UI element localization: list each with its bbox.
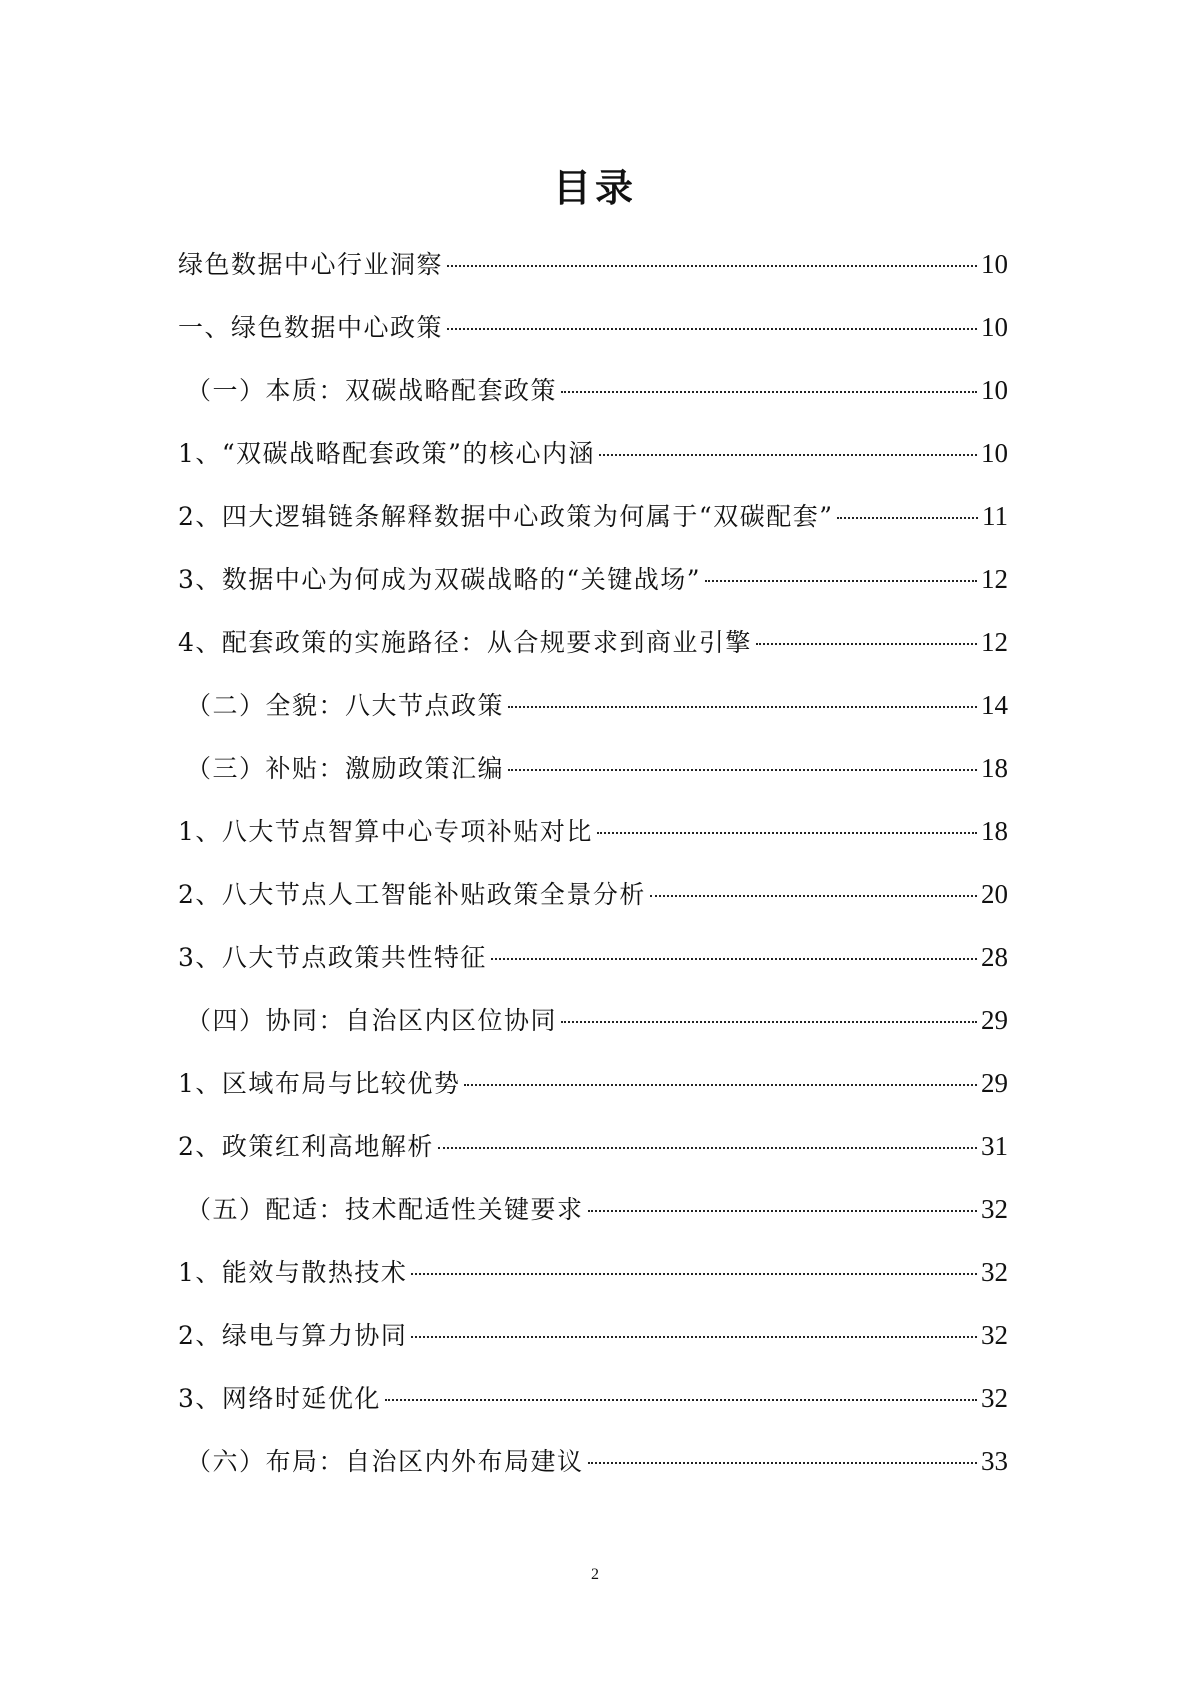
toc-entry[interactable]	[178, 622, 1008, 685]
toc-entry[interactable]	[178, 1000, 1008, 1063]
toc-entry-page: 33	[981, 1446, 1008, 1476]
toc-entry-page: 18	[981, 816, 1008, 846]
toc-entry[interactable]	[178, 1315, 1008, 1378]
toc-entry[interactable]	[178, 1126, 1008, 1189]
toc-entry[interactable]	[178, 811, 1008, 874]
dot-leader	[508, 706, 977, 708]
dot-leader	[599, 454, 977, 456]
toc-entry-label: （二）全貌：八大节点政策	[186, 691, 505, 720]
dot-leader	[597, 832, 977, 834]
toc-entry-label: 绿色数据中心行业洞察	[178, 250, 444, 279]
table-of-contents	[178, 244, 1008, 1504]
toc-entry[interactable]	[178, 1189, 1008, 1252]
toc-entry-label: 2、八大节点人工智能补贴政策全景分析	[178, 880, 646, 909]
toc-entry-label: （三）补贴：激励政策汇编	[186, 754, 505, 783]
toc-entry[interactable]	[178, 937, 1008, 1000]
toc-entry-page: 28	[981, 942, 1008, 972]
dot-leader	[411, 1336, 977, 1338]
toc-entry[interactable]	[178, 433, 1008, 496]
dot-leader	[561, 1021, 977, 1023]
dot-leader	[756, 643, 977, 645]
toc-entry-page: 12	[981, 627, 1008, 657]
dot-leader	[464, 1084, 977, 1086]
dot-leader	[438, 1147, 977, 1149]
dot-leader	[491, 958, 977, 960]
dot-leader	[411, 1273, 977, 1275]
toc-entry-page: 12	[981, 564, 1008, 594]
toc-entry-label: 3、网络时延优化	[178, 1384, 381, 1413]
toc-entry-label: （六）布局：自治区内外布局建议	[186, 1447, 584, 1476]
toc-entry-label: 2、绿电与算力协同	[178, 1321, 408, 1350]
toc-entry[interactable]	[178, 1252, 1008, 1315]
toc-entry[interactable]	[178, 559, 1008, 622]
dot-leader	[385, 1399, 977, 1401]
toc-entry-page: 20	[981, 879, 1008, 909]
toc-entry-label: 1、“双碳战略配套政策”的核心内涵	[178, 439, 595, 468]
dot-leader	[650, 895, 977, 897]
toc-entry-label: 1、区域布局与比较优势	[178, 1069, 461, 1098]
toc-entry-page: 10	[981, 312, 1008, 342]
dot-leader	[588, 1210, 977, 1212]
toc-entry-page: 10	[981, 375, 1008, 405]
toc-entry-page: 31	[981, 1131, 1008, 1161]
toc-entry-label: 4、配套政策的实施路径：从合规要求到商业引擎	[178, 628, 752, 657]
toc-title: 目录	[552, 165, 637, 210]
toc-entry[interactable]	[178, 685, 1008, 748]
page-number: 2	[591, 1566, 599, 1583]
toc-entry[interactable]	[178, 874, 1008, 937]
toc-entry[interactable]	[178, 244, 1008, 307]
toc-entry[interactable]	[178, 748, 1008, 811]
dot-leader	[447, 265, 977, 267]
toc-entry[interactable]	[178, 1063, 1008, 1126]
dot-leader	[705, 580, 977, 582]
toc-entry-page: 14	[981, 690, 1008, 720]
toc-entry-label: （一）本质：双碳战略配套政策	[186, 376, 558, 405]
toc-entry-label: （五）配适：技术配适性关键要求	[186, 1195, 584, 1224]
toc-entry-page: 29	[981, 1068, 1008, 1098]
toc-entry[interactable]	[178, 307, 1008, 370]
dot-leader	[447, 328, 977, 330]
toc-entry[interactable]	[178, 1378, 1008, 1441]
toc-entry-label: 3、数据中心为何成为双碳战略的“关键战场”	[178, 565, 701, 594]
toc-entry-page: 32	[981, 1194, 1008, 1224]
toc-entry[interactable]	[178, 370, 1008, 433]
toc-entry-label: 1、能效与散热技术	[178, 1258, 408, 1287]
toc-entry-page: 11	[982, 501, 1008, 531]
dot-leader	[561, 391, 977, 393]
toc-entry[interactable]	[178, 496, 1008, 559]
toc-entry[interactable]	[178, 1441, 1008, 1504]
toc-entry-label: 2、四大逻辑链条解释数据中心政策为何属于“双碳配套”	[178, 502, 834, 531]
toc-entry-page: 10	[981, 438, 1008, 468]
toc-entry-page: 32	[981, 1383, 1008, 1413]
toc-entry-page: 32	[981, 1257, 1008, 1287]
toc-entry-label: 一、绿色数据中心政策	[178, 313, 444, 342]
toc-entry-label: 3、八大节点政策共性特征	[178, 943, 487, 972]
toc-entry-label: （四）协同：自治区内区位协同	[186, 1006, 558, 1035]
toc-entry-page: 10	[981, 249, 1008, 279]
dot-leader	[837, 517, 978, 519]
dot-leader	[508, 769, 977, 771]
dot-leader	[588, 1462, 977, 1464]
toc-entry-label: 1、八大节点智算中心专项补贴对比	[178, 817, 593, 846]
toc-entry-page: 32	[981, 1320, 1008, 1350]
toc-entry-label: 2、政策红利高地解析	[178, 1132, 434, 1161]
toc-entry-page: 29	[981, 1005, 1008, 1035]
toc-entry-page: 18	[981, 753, 1008, 783]
